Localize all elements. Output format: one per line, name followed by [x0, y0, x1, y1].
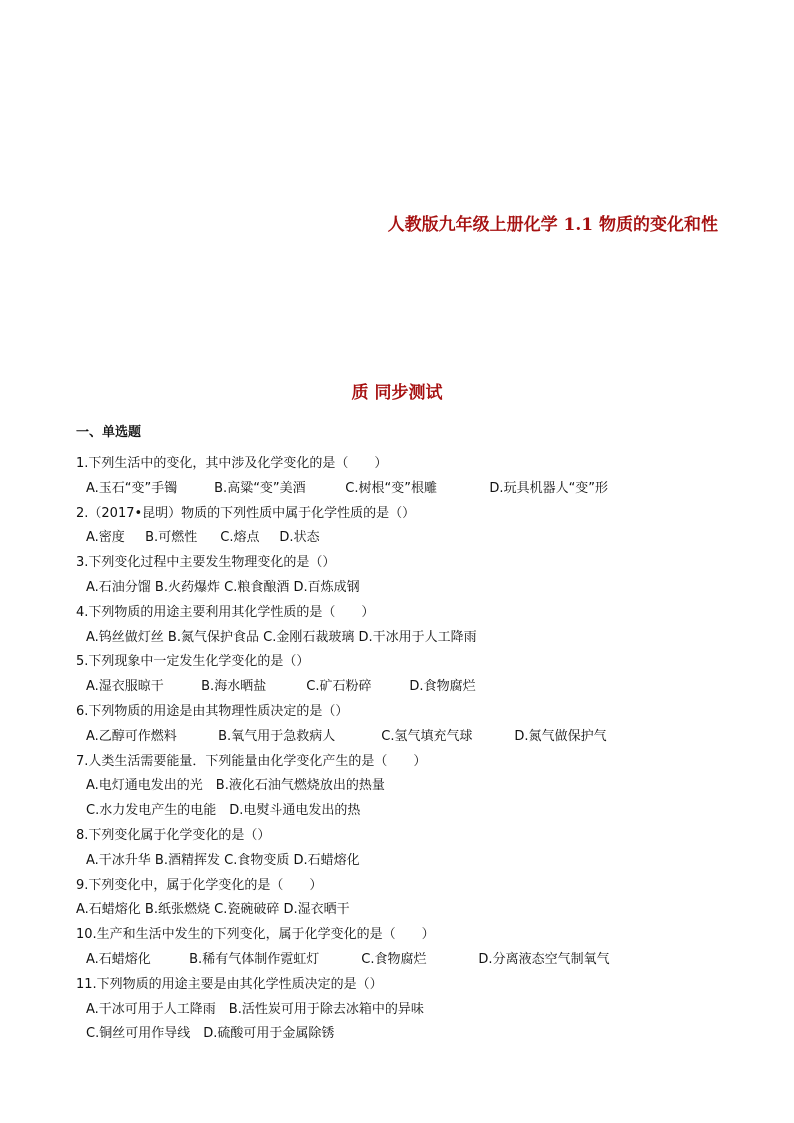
question-2-option-d: D.状态	[279, 530, 320, 546]
section-heading: 一、单选题	[76, 425, 142, 440]
document-title-line-1: 人教版九年级上册化学 1.1 物质的变化和性	[387, 215, 718, 235]
question-list	[76, 452, 736, 1047]
question-1-options	[76, 477, 736, 502]
document-title-line-2: 质 同步测试	[351, 383, 443, 403]
question-1-option-a: A.玉石“变”手镯	[86, 480, 178, 496]
question-7-options-line-2: C.水力发电产生的电能 D.电熨斗通电发出的热	[86, 803, 361, 819]
question-9-options: A.石蜡熔化 B.纸张燃烧 C.瓷碗破碎 D.湿衣晒干	[76, 902, 350, 918]
question-5-stem: 5.下列现象中一定发生化学变化的是（）	[76, 654, 310, 670]
question-10-stem: 10.生产和生活中发生的下列变化，属于化学变化的是（ ）	[76, 927, 435, 943]
question-10-option-c: C.食物腐烂	[361, 951, 427, 967]
question-1-option-d: D.玩具机器人“变”形	[489, 480, 609, 496]
question-2-option-a: A.密度	[86, 530, 125, 546]
question-1-stem: 1.下列生活中的变化，其中涉及化学变化的是（ ）	[76, 456, 388, 471]
question-1-option-c: C.树根“变”根雕	[345, 480, 437, 496]
question-11-options-line-2: C.铜丝可用作导线 D.硫酸可用于金属除锈	[86, 1026, 335, 1042]
question-10-option-b: B.稀有气体制作霓虹灯	[189, 951, 320, 967]
question-8-options: A.干冰升华 B.酒精挥发 C.食物变质 D.石蜡熔化	[86, 852, 360, 868]
question-4-stem: 4.下列物质的用途主要利用其化学性质的是（ ）	[76, 604, 375, 620]
question-10-option-d: D.分离液态空气制氧气	[478, 951, 610, 967]
question-11-options-line-1: A.干冰可用于人工降雨 B.活性炭可用于除去冰箱中的异味	[86, 1001, 424, 1017]
question-3-options: A.石油分馏 B.火药爆炸 C.粮食酿酒 D.百炼成钢	[86, 579, 360, 595]
question-11-stem: 11.下列物质的用途主要是由其化学性质决定的是（）	[76, 976, 383, 992]
question-3-stem: 3.下列变化过程中主要发生物理变化的是（）	[76, 555, 336, 571]
question-6-option-b: B.氧气用于急救病人	[218, 728, 336, 744]
question-6-stem: 6.下列物质的用途是由其物理性质决定的是（）	[76, 703, 349, 719]
question-1-option-b: B.高粱“变”美酒	[214, 480, 306, 496]
question-5-option-c: C.矿石粉碎	[306, 679, 372, 695]
question-5-option-b: B.海水晒盐	[201, 679, 267, 695]
question-6-option-c: C.氢气填充气球	[381, 728, 473, 744]
question-2-stem: 2.（2017•昆明）物质的下列性质中属于化学性质的是（）	[76, 505, 416, 521]
question-10-option-a: A.石蜡熔化	[86, 951, 151, 967]
question-5-option-a: A.湿衣服晾干	[86, 679, 164, 695]
question-2-option-c: C.熔点	[220, 530, 260, 546]
question-8-stem: 8.下列变化属于化学变化的是（）	[76, 827, 271, 843]
question-5-options	[76, 675, 736, 700]
question-5-option-d: D.食物腐烂	[409, 679, 476, 695]
question-6-option-a: A.乙醇可作燃料	[86, 728, 177, 744]
question-2-options	[76, 526, 736, 551]
question-4-options: A.钨丝做灯丝 B.氮气保护食品 C.金刚石裁玻璃 D.干冰用于人工降雨	[86, 629, 477, 645]
question-7-options-line-1: A.电灯通电发出的光 B.液化石油气燃烧放出的热量	[86, 778, 385, 794]
question-9-stem: 9.下列变化中，属于化学变化的是（ ）	[76, 877, 323, 893]
question-2-option-b: B.可燃性	[145, 530, 198, 546]
question-10-options	[76, 948, 736, 973]
question-7-stem: 7.人类生活需要能量．下列能量由化学变化产生的是（ ）	[76, 753, 427, 769]
question-6-option-d: D.氮气做保护气	[514, 728, 607, 744]
question-6-options	[76, 725, 736, 750]
